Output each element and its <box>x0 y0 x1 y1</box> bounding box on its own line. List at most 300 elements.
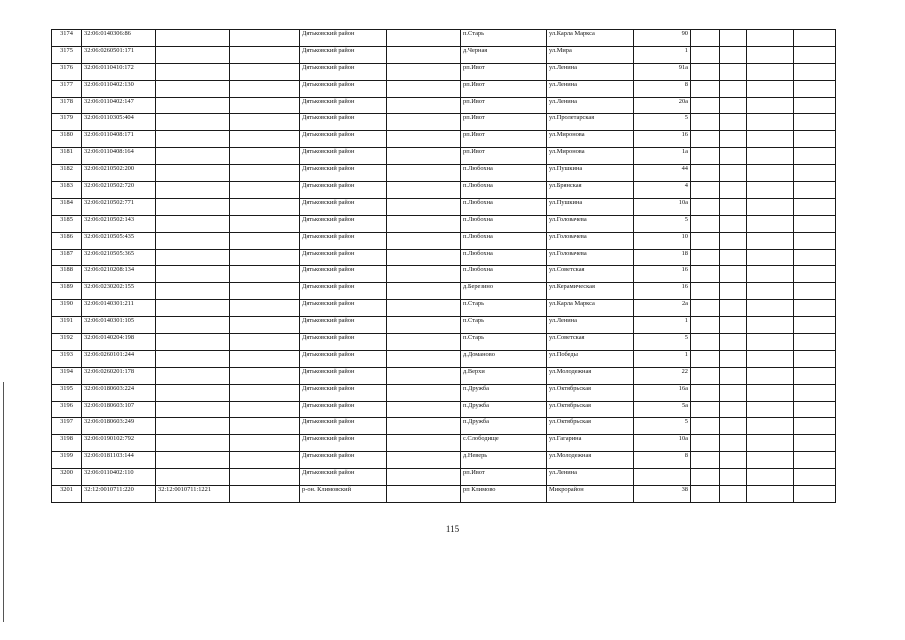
cell-empty <box>794 215 836 232</box>
table-row <box>52 350 836 367</box>
cell-empty <box>387 46 461 63</box>
cell-number: 3197 <box>52 418 82 435</box>
cell-empty <box>747 46 794 63</box>
cell-locality: рп.Ивот <box>461 97 547 114</box>
cell-cadastral-number-2 <box>156 249 230 266</box>
cell-empty <box>691 80 720 97</box>
cell-empty <box>720 198 747 215</box>
cell-empty <box>720 384 747 401</box>
cell-empty <box>387 30 461 47</box>
cell-empty <box>230 401 300 418</box>
cell-street: ул.Ленина <box>547 63 634 80</box>
cell-cadastral-number: 32:06:0210208:134 <box>82 266 156 283</box>
cell-locality: п.Любохна <box>461 232 547 249</box>
cell-empty <box>794 63 836 80</box>
cell-district: Дятьковский район <box>300 367 387 384</box>
cell-street: ул.Миронова <box>547 148 634 165</box>
cell-empty <box>230 232 300 249</box>
table-row <box>52 266 836 283</box>
cell-house: 5 <box>634 215 691 232</box>
cell-empty <box>720 452 747 469</box>
cell-number: 3186 <box>52 232 82 249</box>
cell-empty <box>747 215 794 232</box>
cell-empty <box>230 317 300 334</box>
cell-cadastral-number-2 <box>156 182 230 199</box>
cell-house: 2а <box>634 300 691 317</box>
cell-district: Дятьковский район <box>300 435 387 452</box>
cell-empty <box>747 452 794 469</box>
cell-empty <box>691 334 720 351</box>
cell-number: 3180 <box>52 131 82 148</box>
cell-empty <box>794 486 836 503</box>
cell-empty <box>747 30 794 47</box>
cell-empty <box>691 266 720 283</box>
cell-street: ул.Октябрьская <box>547 384 634 401</box>
cell-empty <box>747 435 794 452</box>
cell-street: ул.Мира <box>547 46 634 63</box>
cell-street: ул.Головачева <box>547 215 634 232</box>
cell-empty <box>747 469 794 486</box>
cell-street: ул.Пушкина <box>547 165 634 182</box>
cell-empty <box>747 317 794 334</box>
cell-empty <box>747 300 794 317</box>
cell-empty <box>691 46 720 63</box>
cell-empty <box>794 469 836 486</box>
cell-empty <box>387 266 461 283</box>
cell-locality: п.Любохна <box>461 215 547 232</box>
cell-empty <box>794 46 836 63</box>
cell-empty <box>230 334 300 351</box>
cell-empty <box>747 350 794 367</box>
cell-locality: п.Дружба <box>461 418 547 435</box>
table-row <box>52 182 836 199</box>
cell-street: ул.Советская <box>547 266 634 283</box>
cell-cadastral-number: 32:06:0210502:720 <box>82 182 156 199</box>
cell-cadastral-number-2 <box>156 165 230 182</box>
cell-empty <box>747 384 794 401</box>
cell-empty <box>387 401 461 418</box>
cell-empty <box>230 283 300 300</box>
cell-number: 3191 <box>52 317 82 334</box>
cell-empty <box>387 334 461 351</box>
table-row <box>52 198 836 215</box>
cell-cadastral-number: 32:06:0210505:435 <box>82 232 156 249</box>
cell-empty <box>230 215 300 232</box>
cell-street: ул.Ленина <box>547 469 634 486</box>
cell-empty <box>747 97 794 114</box>
cell-empty <box>747 63 794 80</box>
cell-empty <box>747 232 794 249</box>
cell-empty <box>794 232 836 249</box>
table-body <box>52 30 836 503</box>
cell-empty <box>747 418 794 435</box>
cell-empty <box>794 182 836 199</box>
cell-empty <box>720 266 747 283</box>
cell-empty <box>747 266 794 283</box>
cell-cadastral-number: 32:06:0140306:86 <box>82 30 156 47</box>
cell-cadastral-number: 32:06:0260101:244 <box>82 350 156 367</box>
cell-number: 3190 <box>52 300 82 317</box>
cell-number: 3188 <box>52 266 82 283</box>
cell-empty <box>720 148 747 165</box>
cell-house: 10 <box>634 232 691 249</box>
cell-district: Дятьковский район <box>300 131 387 148</box>
table-row <box>52 435 836 452</box>
cell-house: 8 <box>634 80 691 97</box>
cell-empty <box>230 114 300 131</box>
cell-empty <box>720 131 747 148</box>
cell-empty <box>794 97 836 114</box>
cell-cadastral-number-2 <box>156 418 230 435</box>
cell-cadastral-number: 32:06:0110410:172 <box>82 63 156 80</box>
cell-number: 3181 <box>52 148 82 165</box>
cell-empty <box>747 165 794 182</box>
cell-district: Дятьковский район <box>300 97 387 114</box>
cell-empty <box>794 452 836 469</box>
cell-district: р-он. Климовский <box>300 486 387 503</box>
cell-number: 3193 <box>52 350 82 367</box>
cell-empty <box>230 469 300 486</box>
cell-empty <box>691 418 720 435</box>
cell-empty <box>794 300 836 317</box>
cell-cadastral-number-2: 32:12:0010711:1221 <box>156 486 230 503</box>
cell-cadastral-number: 32:06:0260501:171 <box>82 46 156 63</box>
cell-cadastral-number-2 <box>156 80 230 97</box>
cell-cadastral-number-2 <box>156 350 230 367</box>
cell-empty <box>387 232 461 249</box>
cell-number: 3183 <box>52 182 82 199</box>
cell-locality: п.Старь <box>461 30 547 47</box>
cell-empty <box>720 401 747 418</box>
table-row <box>52 165 836 182</box>
cell-district: Дятьковский район <box>300 317 387 334</box>
cell-street: ул.Ленина <box>547 317 634 334</box>
cell-cadastral-number: 32:06:0110305:404 <box>82 114 156 131</box>
cell-locality: п.Любохна <box>461 165 547 182</box>
cell-number: 3194 <box>52 367 82 384</box>
cell-empty <box>720 350 747 367</box>
cell-empty <box>794 367 836 384</box>
cell-empty <box>720 30 747 47</box>
cell-empty <box>691 97 720 114</box>
cell-empty <box>387 469 461 486</box>
cell-empty <box>794 350 836 367</box>
cell-locality: рп.Ивот <box>461 148 547 165</box>
cell-cadastral-number-2 <box>156 131 230 148</box>
cell-district: Дятьковский район <box>300 418 387 435</box>
cell-number: 3179 <box>52 114 82 131</box>
cell-district: Дятьковский район <box>300 266 387 283</box>
cell-cadastral-number-2 <box>156 401 230 418</box>
cell-cadastral-number: 32:06:0140204:198 <box>82 334 156 351</box>
cell-empty <box>794 114 836 131</box>
cell-house: 20а <box>634 97 691 114</box>
cell-house: 5а <box>634 401 691 418</box>
cell-cadastral-number-2 <box>156 469 230 486</box>
cell-empty <box>691 165 720 182</box>
cell-empty <box>691 114 720 131</box>
cell-number: 3198 <box>52 435 82 452</box>
cell-cadastral-number-2 <box>156 384 230 401</box>
cell-street: ул.Победы <box>547 350 634 367</box>
cell-street: ул.Карла Маркса <box>547 300 634 317</box>
cell-cadastral-number-2 <box>156 452 230 469</box>
cell-empty <box>720 317 747 334</box>
cell-locality: д.Березино <box>461 283 547 300</box>
cell-cadastral-number: 32:06:0180603:107 <box>82 401 156 418</box>
cell-empty <box>720 435 747 452</box>
cell-empty <box>691 300 720 317</box>
cell-empty <box>691 317 720 334</box>
cell-empty <box>387 63 461 80</box>
cell-street: ул.Пушкина <box>547 198 634 215</box>
cell-cadastral-number-2 <box>156 334 230 351</box>
cell-number: 3177 <box>52 80 82 97</box>
cell-house: 5 <box>634 418 691 435</box>
cell-empty <box>387 384 461 401</box>
cell-empty <box>691 30 720 47</box>
cell-house: 38 <box>634 486 691 503</box>
cell-empty <box>691 182 720 199</box>
cell-empty <box>691 63 720 80</box>
cell-district: Дятьковский район <box>300 182 387 199</box>
cell-house: 91а <box>634 63 691 80</box>
cell-empty <box>387 198 461 215</box>
cell-district: Дятьковский район <box>300 350 387 367</box>
cell-empty <box>794 30 836 47</box>
table-row <box>52 232 836 249</box>
cell-empty <box>794 266 836 283</box>
cell-locality: п.Любохна <box>461 249 547 266</box>
cell-cadastral-number: 32:06:0180603:224 <box>82 384 156 401</box>
table-row <box>52 367 836 384</box>
cell-house: 16 <box>634 266 691 283</box>
cell-empty <box>794 198 836 215</box>
cell-empty <box>387 97 461 114</box>
cell-empty <box>387 317 461 334</box>
table-row <box>52 283 836 300</box>
cell-street: ул.Молодежная <box>547 367 634 384</box>
table-row <box>52 30 836 47</box>
cell-locality: п.Дружба <box>461 401 547 418</box>
cell-empty <box>230 249 300 266</box>
cell-empty <box>720 367 747 384</box>
cell-empty <box>230 367 300 384</box>
cell-district: Дятьковский район <box>300 452 387 469</box>
cell-number: 3196 <box>52 401 82 418</box>
table-row <box>52 215 836 232</box>
cell-number: 3192 <box>52 334 82 351</box>
cell-number: 3175 <box>52 46 82 63</box>
cell-empty <box>794 283 836 300</box>
cell-district: Дятьковский район <box>300 300 387 317</box>
cell-cadastral-number: 32:06:0180603:249 <box>82 418 156 435</box>
cell-locality: рп Климово <box>461 486 547 503</box>
table-row <box>52 334 836 351</box>
cell-empty <box>387 418 461 435</box>
cell-empty <box>794 165 836 182</box>
cell-cadastral-number: 32:06:0110408:171 <box>82 131 156 148</box>
table-row <box>52 63 836 80</box>
cell-empty <box>747 182 794 199</box>
cell-number: 3178 <box>52 97 82 114</box>
cell-empty <box>387 486 461 503</box>
cell-empty <box>691 469 720 486</box>
cell-empty <box>387 148 461 165</box>
cell-locality: рп.Ивот <box>461 63 547 80</box>
cell-empty <box>230 418 300 435</box>
cell-cadastral-number: 32:06:0230202:155 <box>82 283 156 300</box>
cell-cadastral-number: 32:06:0210505:365 <box>82 249 156 266</box>
cell-street: ул.Гагарина <box>547 435 634 452</box>
cell-empty <box>720 469 747 486</box>
cell-empty <box>230 131 300 148</box>
cell-empty <box>720 334 747 351</box>
cell-empty <box>794 80 836 97</box>
cell-cadastral-number: 32:06:0181103:144 <box>82 452 156 469</box>
cell-street: ул.Октябрьская <box>547 418 634 435</box>
cell-locality: п.Старь <box>461 334 547 351</box>
cell-house: 5 <box>634 334 691 351</box>
table-row <box>52 114 836 131</box>
cell-house: 16 <box>634 283 691 300</box>
cell-number: 3185 <box>52 215 82 232</box>
cell-empty <box>747 80 794 97</box>
cell-locality: п.Старь <box>461 317 547 334</box>
table-row <box>52 148 836 165</box>
cell-number: 3189 <box>52 283 82 300</box>
cell-locality: п.Дружба <box>461 384 547 401</box>
cell-street: ул.Октябрьская <box>547 401 634 418</box>
cell-cadastral-number: 32:06:0110408:164 <box>82 148 156 165</box>
page-number: 115 <box>445 524 460 534</box>
cell-empty <box>747 486 794 503</box>
cell-district: Дятьковский район <box>300 215 387 232</box>
cell-empty <box>387 114 461 131</box>
cell-locality: с.Слободище <box>461 435 547 452</box>
cell-empty <box>720 46 747 63</box>
cell-number: 3200 <box>52 469 82 486</box>
cell-house: 16а <box>634 384 691 401</box>
cell-empty <box>230 300 300 317</box>
cell-district: Дятьковский район <box>300 63 387 80</box>
cell-empty <box>230 63 300 80</box>
cell-locality: рп.Ивот <box>461 469 547 486</box>
cell-locality: д.Доманово <box>461 350 547 367</box>
cell-empty <box>230 384 300 401</box>
cell-district: Дятьковский район <box>300 401 387 418</box>
cell-empty <box>387 283 461 300</box>
cell-house: 44 <box>634 165 691 182</box>
cell-cadastral-number-2 <box>156 435 230 452</box>
cell-empty <box>747 401 794 418</box>
cell-cadastral-number: 32:12:0010711:220 <box>82 486 156 503</box>
cell-empty <box>794 384 836 401</box>
cell-street: ул.Советская <box>547 334 634 351</box>
cell-empty <box>387 367 461 384</box>
cell-empty <box>794 418 836 435</box>
cell-empty <box>230 266 300 283</box>
cell-street: ул.Керамическая <box>547 283 634 300</box>
registry-table <box>51 29 836 503</box>
cell-cadastral-number-2 <box>156 317 230 334</box>
cell-empty <box>387 215 461 232</box>
cell-district: Дятьковский район <box>300 165 387 182</box>
cell-house: 10а <box>634 435 691 452</box>
cell-house: 1 <box>634 46 691 63</box>
cell-empty <box>230 198 300 215</box>
cell-empty <box>747 334 794 351</box>
cell-district: Дятьковский район <box>300 384 387 401</box>
cell-empty <box>387 300 461 317</box>
cell-street: ул.Ленина <box>547 97 634 114</box>
table-row <box>52 486 836 503</box>
cell-empty <box>720 165 747 182</box>
cell-empty <box>691 401 720 418</box>
table-row <box>52 469 836 486</box>
cell-district: Дятьковский район <box>300 148 387 165</box>
cell-house <box>634 469 691 486</box>
cell-empty <box>387 165 461 182</box>
cell-cadastral-number: 32:06:0110402:130 <box>82 80 156 97</box>
cell-empty <box>720 182 747 199</box>
cell-empty <box>691 215 720 232</box>
cell-empty <box>720 97 747 114</box>
cell-district: Дятьковский район <box>300 80 387 97</box>
cell-house: 16 <box>634 131 691 148</box>
cell-street: ул.Пролетарская <box>547 114 634 131</box>
cell-empty <box>691 486 720 503</box>
cell-street: ул.Головачева <box>547 232 634 249</box>
cell-cadastral-number-2 <box>156 283 230 300</box>
table-row <box>52 384 836 401</box>
cell-cadastral-number-2 <box>156 232 230 249</box>
cell-district: Дятьковский район <box>300 30 387 47</box>
cell-empty <box>691 283 720 300</box>
cell-number: 3201 <box>52 486 82 503</box>
cell-empty <box>230 350 300 367</box>
cell-district: Дятьковский район <box>300 232 387 249</box>
cell-locality: д.Черная <box>461 46 547 63</box>
table-row <box>52 300 836 317</box>
cell-number: 3176 <box>52 63 82 80</box>
cell-street: ул.Брянская <box>547 182 634 199</box>
cell-empty <box>230 80 300 97</box>
cell-empty <box>691 148 720 165</box>
cell-empty <box>747 114 794 131</box>
cell-cadastral-number: 32:06:0110402:147 <box>82 97 156 114</box>
cell-empty <box>794 131 836 148</box>
cell-empty <box>230 165 300 182</box>
cell-house: 10а <box>634 198 691 215</box>
table-row <box>52 418 836 435</box>
table-row <box>52 97 836 114</box>
cell-house: 1а <box>634 148 691 165</box>
cell-empty <box>230 46 300 63</box>
cell-empty <box>691 367 720 384</box>
cell-locality: п.Любохна <box>461 266 547 283</box>
cell-number: 3182 <box>52 165 82 182</box>
cell-cadastral-number: 32:06:0190102:792 <box>82 435 156 452</box>
cell-number: 3199 <box>52 452 82 469</box>
cell-street: ул.Молодежная <box>547 452 634 469</box>
cell-empty <box>794 148 836 165</box>
cell-cadastral-number-2 <box>156 30 230 47</box>
cell-empty <box>230 148 300 165</box>
cell-number: 3195 <box>52 384 82 401</box>
cell-empty <box>720 114 747 131</box>
table-row <box>52 80 836 97</box>
